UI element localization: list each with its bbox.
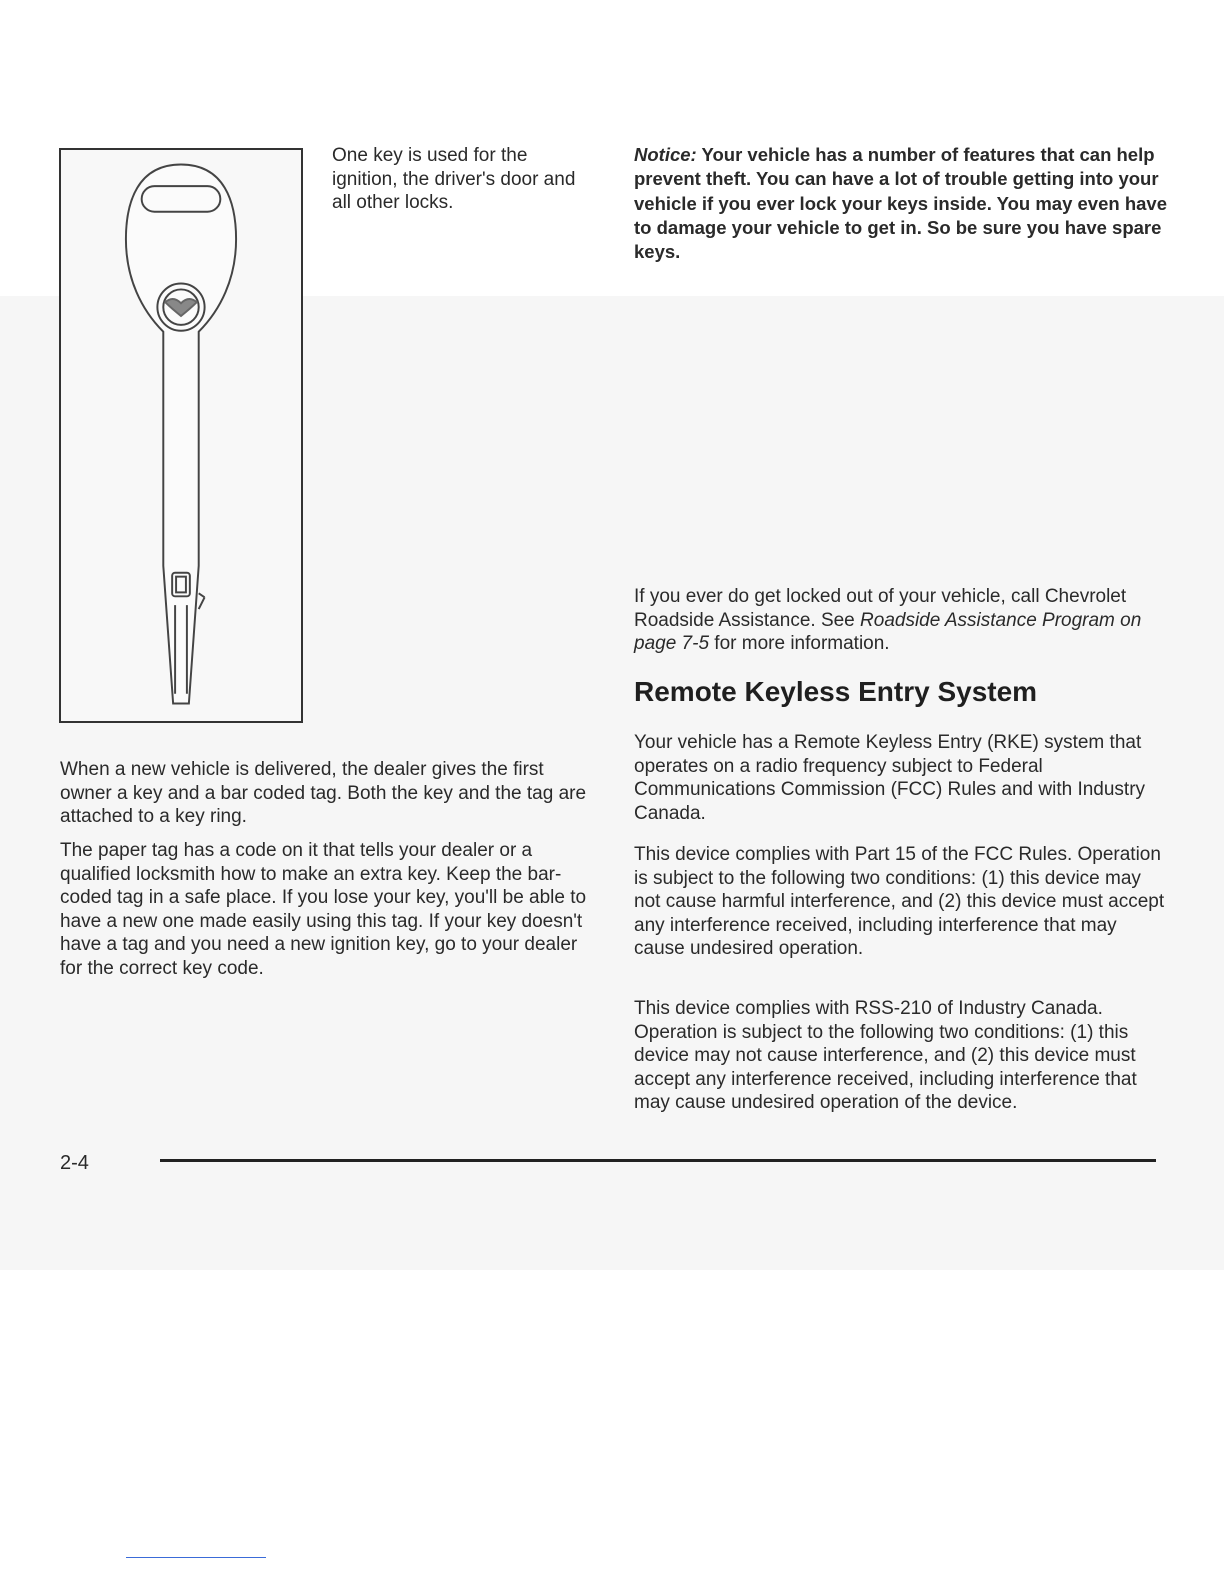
locked-out-tail: for more information. <box>714 633 890 654</box>
bottom-underline <box>126 1557 266 1558</box>
footer-divider <box>160 1159 1156 1162</box>
key-illustration <box>59 148 303 723</box>
section-heading: Remote Keyless Entry System <box>634 676 1038 707</box>
roadside-assistance-reference: Roadside Assistance Program on page 7-5 <box>634 609 1142 654</box>
industry-canada-paragraph: This device complies with RSS-210 of Industry Canada. Operation is subject to the following two conditions: (1) this device may not cause interference, and (2) this device must accept any interference received, including interference that may cause undesired operation of the device. <box>634 998 1137 1113</box>
notice-block <box>634 143 1169 264</box>
rke-intro-paragraph: Your vehicle has a Remote Keyless Entry (RKE) system that operates on a radio frequency subject to Federal Communications Commission (FCC) Rules and with Industry Canada. <box>634 732 1146 824</box>
page-number: 2-4 <box>60 1152 89 1174</box>
key-delivery-paragraph: When a new vehicle is delivered, the dealer gives the first owner a key and a bar coded tag. Both the key and the tag are attached to a key ring. <box>60 759 587 827</box>
key-icon <box>61 150 301 721</box>
notice-text: Your vehicle has a number of features that can help prevent theft. You can have a lot of trouble getting into your vehicle if you ever lock your keys inside. You may even have to damage your vehicle to get in. So be sure you have spare keys. <box>634 144 1167 263</box>
locked-out-paragraph <box>634 585 1169 656</box>
key-tag-paragraph: The paper tag has a code on it that tells your dealer or a qualified locksmith how to make an extra key. Keep the bar-coded tag in a safe place. If you lose your key, you'll be able to have a new one made easily using this tag. If your key doesn't have a tag and you need a new ignition key, go to your dealer for the correct key code. <box>60 840 587 979</box>
locked-out-text: If you ever do get locked out of your vehicle, call Chevrolet Roadside Assistance. See <box>634 586 1127 631</box>
key-caption: One key is used for the ignition, the driver's door and all other locks. <box>332 145 576 213</box>
notice-label: Notice: <box>634 144 697 165</box>
fcc-compliance-paragraph: This device complies with Part 15 of the FCC Rules. Operation is subject to the following two conditions: (1) this device may not cause harmful interference, and (2) this device must accept any interference received, including interference that may cause undesired operation. <box>634 844 1165 959</box>
